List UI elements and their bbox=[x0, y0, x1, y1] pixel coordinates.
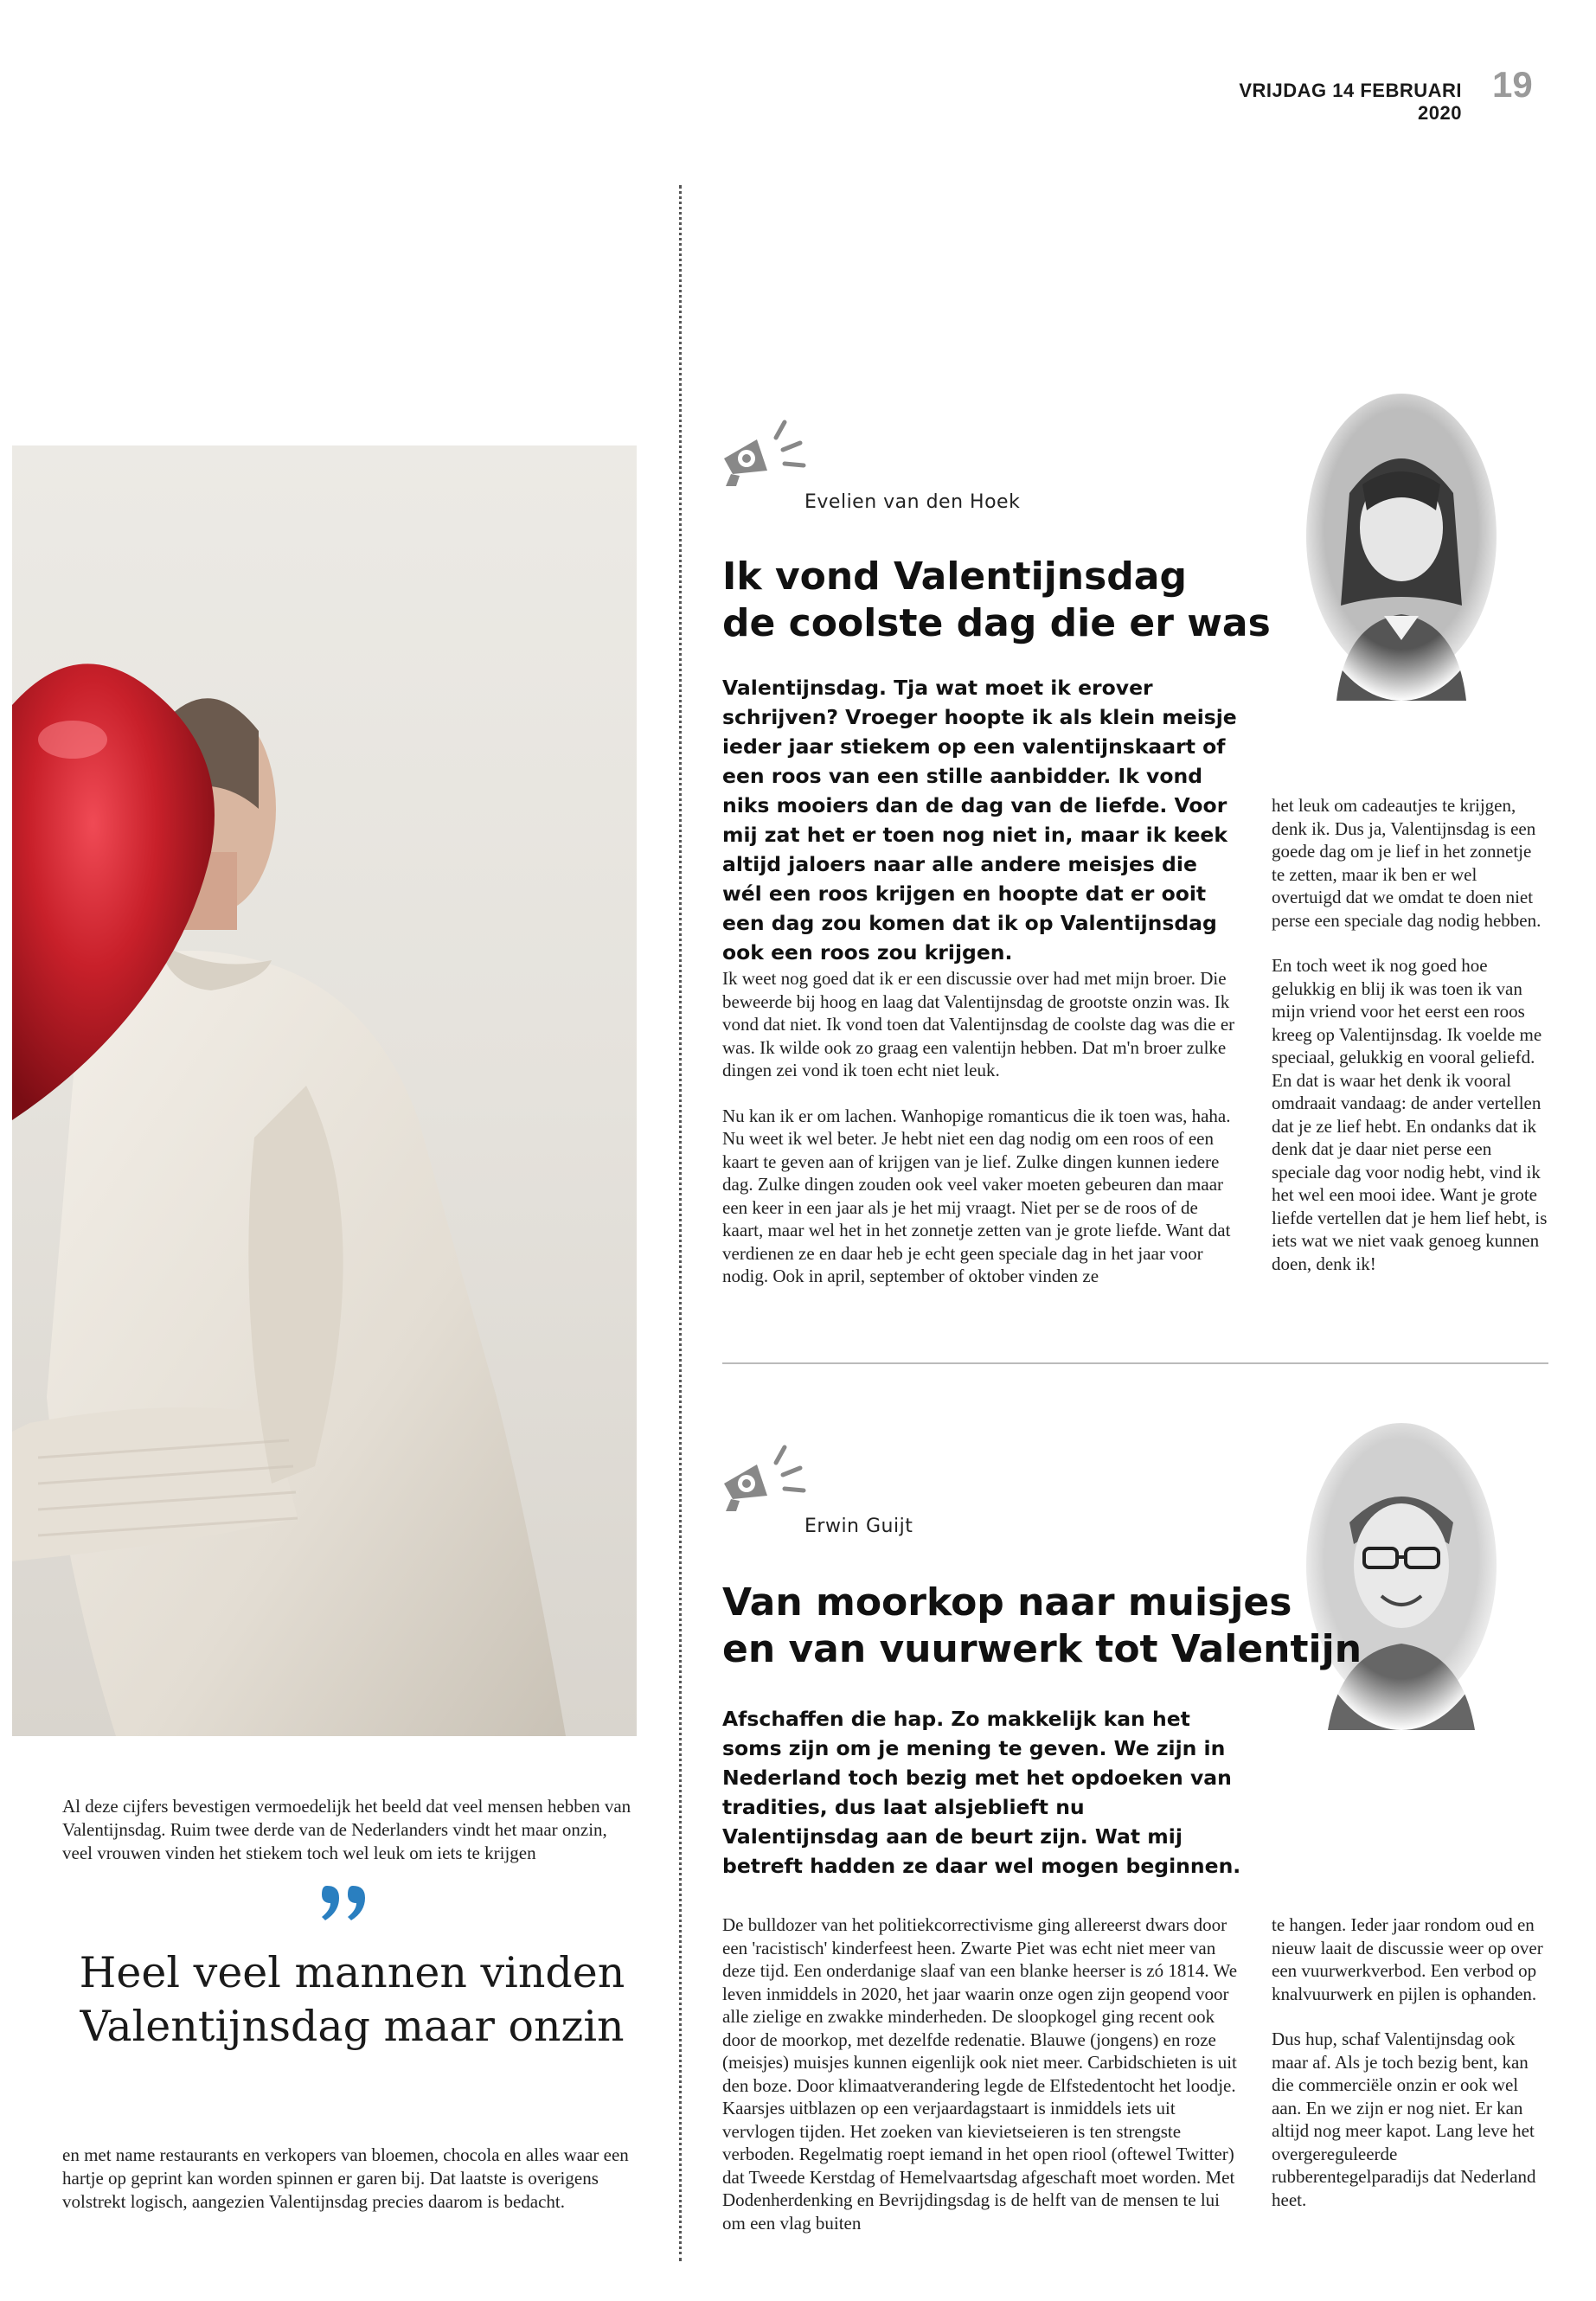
article-lead: Valentijnsdag. Tja wat moet ik erover schrijven? Vroeger hoopte ik als klein meisje ieder jaar stiekem op een valentijnskaart of een roos van een stille aanbidder. Ik vond niks mooiers dan de dag van de liefde. Voor mij zat het er toen nog niet in, maar ik keek altijd jaloers naar alle andere meisjes die wél een roos krijgen en hoopte dat er ooit een dag zou komen dat ik op Valentijnsdag ook een roos zou krijgen. bbox=[722, 676, 1237, 965]
headline-line-2: de coolste dag die er was bbox=[722, 601, 1271, 645]
article-headline bbox=[722, 1580, 1501, 1673]
body-paragraph: het leuk om cadeautjes te krijgen, denk ik. Dus ja, Valentijnsdag is een goede dag om je lief in het zonnetje te zetten, maar ik ben er wel overtuigd dat we omdat te doen niet perse een speciale dag nodig hebben. bbox=[1272, 795, 1542, 931]
pull-quote: Heel veel mannen vinden Valentijnsdag maar onzin bbox=[79, 1948, 625, 2051]
headline-line-1: Ik vond Valentijnsdag bbox=[722, 554, 1187, 599]
body-paragraph: De bulldozer van het politiekcorrectivisme ging allereerst dwars door een 'racistisch' kinderfeest heen. Zwarte Piet was echt niet meer van deze tijd. Een onderdanige slaaf van een blanke heerser is zó 1814. We leven inmiddels in 2020, het jaar waarin onze ogen zijn geopend voor alle zielige en zwakke minderheden. De sloopkogel ging recent ook door de moorkop, met dezelfde redenatie. Blauwe (jongens) en roze (meisjes) muisjes kunnen eigenlijk ook niet meer. Carbidschieten is uit den boze. Door klimaatverandering legde de Elfstedentocht het loodje. Kaarsjes uitblazen op een verjaardagstaart is inmiddels iets uit vervlogen tijden. Het zoeken van kievietseieren is ten strengste verboden. Regelmatig roept iemand in het open riool (oftewel Twitter) dat Tweede Kerstdag of Hemelvaartsdag afgeschaft moet worden. Met Dodenherdenking en Bevrijdingsdag is de helft van de mensen te lui om een vlag buiten bbox=[722, 1914, 1238, 2234]
author-name: Evelien van den Hoek bbox=[804, 491, 1021, 513]
headline-line-1: Van moorkop naar muisjes bbox=[722, 1580, 1292, 1625]
author-portrait bbox=[1302, 1419, 1501, 1730]
balloon-man-illustration bbox=[12, 445, 637, 1736]
megaphone-icon bbox=[714, 1432, 817, 1518]
headline-line-2: en van vuurwerk tot Valentijn bbox=[722, 1627, 1362, 1671]
body-paragraph: En toch weet ik nog goed hoe gelukkig en blij ik was toen ik van mijn vriend voor het eerst een roos kreeg op Valentijnsdag. Ik voelde me speciaal, gelukkig en vooral geliefd. En dat is waar het denk ik vooral omdraait vandaag: de ander vertellen dat je ze lief hebt. En ondanks dat ik denk dat je daar niet perse een speciale dag voor nodig hebt, vind ik het wel een mooi idee. Want je grote liefde vertellen dat je hem lief hebt, is iets wat we niet vaak genoeg kunnen doen, denk ik! bbox=[1272, 955, 1548, 1274]
article-body-column-1 bbox=[722, 967, 1241, 1311]
sidebar-text-top: Al deze cijfers bevestigen vermoedelijk het beeld dat veel mensen hebben van Valentijnsdag. Ruim twee derde van de Nederlanders vindt het maar onzin, veel vrouwen vinden het stiekem toch wel leuk om iets te krijgen bbox=[62, 1796, 631, 1863]
page-number: 19 bbox=[1492, 64, 1533, 105]
valentine-photo bbox=[12, 445, 637, 1736]
author-name: Erwin Guijt bbox=[804, 1516, 913, 1537]
article-headline bbox=[722, 554, 1501, 647]
section-separator bbox=[722, 1362, 1548, 1364]
article-body-column-2 bbox=[1272, 794, 1548, 1298]
article-body-column-2 bbox=[1272, 1913, 1548, 2234]
author-portrait bbox=[1302, 389, 1501, 701]
article-lead: Afschaffen die hap. Zo makkelijk kan het soms zijn om je mening te geven. We zijn in Nederland toch bezig met het opdoeken van tradities, dus laat alsjeblieft nu Valentijnsdag aan de beurt zijn. Wat mij betreft hadden ze daar wel mogen beginnen. bbox=[722, 1707, 1241, 1878]
body-paragraph: Nu kan ik er om lachen. Wanhopige romanticus die ik toen was, haha. Nu weet ik wel beter. Je hebt niet een dag nodig om een roos of een kaart te geven aan of krijgen van je lief. Zulke dingen kunnen iedere dag. Zulke dingen zouden ook veel vaker moeten gebeuren dan maar een keer in een jaar als je het mij vraagt. Niet per se de roos of de kaart, maar wel het in het zonnetje zetten van je grote liefde. Want dat verdienen ze en daar heb je echt geen speciale dag in het jaar voor nodig. Ook in april, september of oktober vinden ze bbox=[722, 1105, 1231, 1286]
body-paragraph: te hangen. Ieder jaar rondom oud en nieuw laait de discussie weer op over een vuurwerkverbod. Een verbod op knalvuurwerk en pijlen is ophanden. bbox=[1272, 1914, 1543, 2004]
body-paragraph: Ik weet nog goed dat ik er een discussie over had met mijn broer. Die beweerde bij hoog en laag dat Valentijnsdag de grootste onzin was. Ik vond dat niet. Ik vond toen dat Valentijnsdag de coolste dag was die er was. Ik wilde ook zo graag een valentijn hebben. Dat m'n broer zulke dingen zei vond ik toen echt niet leuk. bbox=[722, 968, 1235, 1080]
quote-icon bbox=[320, 1879, 372, 1931]
article-body-column-1 bbox=[722, 1913, 1241, 2257]
body-paragraph: Dus hup, schaf Valentijnsdag ook maar af. Als je toch bezig bent, kan die commerciële onzin er ook wel aan. En we zijn er nog niet. Er kan altijd nog meer kapot. Lang leve het overgereguleerde rubberentegelparadijs dat Nederland heet. bbox=[1272, 2029, 1536, 2210]
sidebar-text-bottom: en met name restaurants en verkopers van bloemen, chocola en alles waar een hartje op geprint kan worden spinnen er garen bij. Dat laatste is overigens volstrekt logisch, aangezien Valentijnsdag precies daarom is bedacht. bbox=[62, 2144, 629, 2212]
column-divider bbox=[679, 185, 682, 2261]
issue-date: VRIJDAG 14 FEBRUARI 2020 bbox=[1239, 80, 1462, 124]
megaphone-icon bbox=[714, 407, 817, 493]
